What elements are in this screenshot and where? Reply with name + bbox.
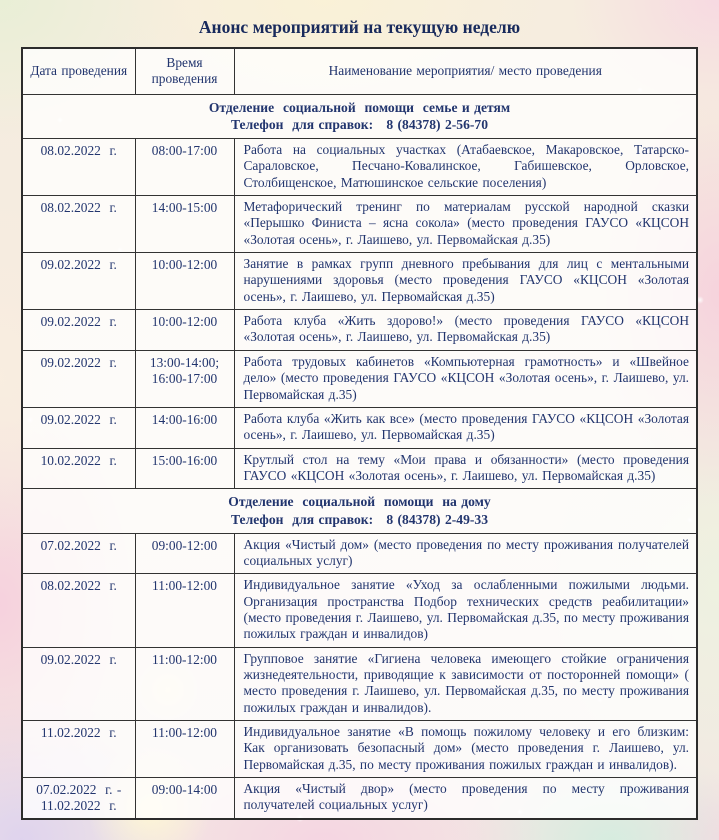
event-date-cell: 07.02.2022 г.: [22, 533, 135, 574]
event-description-cell: Занятие в рамках групп дневного пребывания для лиц с ментальными нарушениями здоровья (место проведения ГАУСО «КЦСОН «Золотая осень», г. Лаишево, ул. Первомайская д.35): [234, 253, 697, 310]
table-row: [22, 139, 697, 196]
event-time-cell: 10:00-12:00: [135, 310, 234, 351]
table-row: [22, 778, 697, 819]
table-row: [22, 310, 697, 351]
event-time-cell: 13:00-14:00; 16:00-17:00: [135, 350, 234, 407]
event-description-cell: Акция «Чистый дом» (место проведения по месту проживания получателей социальных услуг): [234, 533, 697, 574]
event-date-cell: 09.02.2022 г.: [22, 350, 135, 407]
table-row: [22, 721, 697, 778]
event-date-cell: 07.02.2022 г. - 11.02.2022 г.: [22, 778, 135, 819]
section-header: [22, 489, 697, 533]
table-row: [22, 647, 697, 720]
event-date-cell: 09.02.2022 г.: [22, 310, 135, 351]
section-phone: Телефон для справок: 8 (84378) 2-49-33: [231, 511, 488, 527]
table-row: [22, 448, 697, 489]
col-header-event: Наименование мероприятия/ место проведения: [234, 48, 697, 94]
event-date-cell: 11.02.2022 г.: [22, 721, 135, 778]
event-time-cell: 15:00-16:00: [135, 448, 234, 489]
event-description-cell: Групповое занятие «Гигиена человека имеющего стойкие ограничения жизнедеятельности, приводящие к зависимости от посторонней помощи» ( место проведения г. Лаишево, ул. Первомайская д.35, по месту проживания пожилых граждан и инвалидов).: [234, 647, 697, 720]
table-row: [22, 407, 697, 448]
event-date-cell: 08.02.2022 г.: [22, 139, 135, 196]
event-time-cell: 14:00-15:00: [135, 196, 234, 253]
event-time-cell: 10:00-12:00: [135, 253, 234, 310]
table-row: [22, 350, 697, 407]
announcement-page: [0, 17, 719, 820]
table-row: [22, 196, 697, 253]
section-row: [22, 94, 697, 138]
event-date-cell: 08.02.2022 г.: [22, 196, 135, 253]
event-time-cell: 11:00-12:00: [135, 574, 234, 647]
section-phone: Телефон для справок: 8 (84378) 2-56-70: [231, 117, 488, 133]
event-description-cell: Индивидуальное занятие «Уход за ослабленными пожилыми людьми. Организация пространства Подбор технических средств реабилитации» (место проведения г. Лаишево, ул. Первомайская д.35, по месту проживания пожилых граждан и инвалидов): [234, 574, 697, 647]
event-description-cell: Акция «Чистый двор» (место проведения по месту проживания получателей социальных услуг): [234, 778, 697, 819]
event-description-cell: Индивидуальное занятие «В помощь пожилому человеку и его близким: Как организовать безопасный дом» (место проведения г. Лаишево, ул. Первомайская д.35, по месту проживания пожилых граждан и инвалидов).: [234, 721, 697, 778]
event-time-cell: 11:00-12:00: [135, 721, 234, 778]
event-description-cell: Работа клуба «Жить как все» (место проведения ГАУСО «КЦСОН «Золотая осень», г. Лаишево, ул. Первомайская д.35): [234, 407, 697, 448]
event-date-cell: 08.02.2022 г.: [22, 574, 135, 647]
event-date-cell: 10.02.2022 г.: [22, 448, 135, 489]
table-row: [22, 253, 697, 310]
event-description-cell: Работа клуба «Жить здорово!» (место проведения ГАУСО «КЦСОН «Золотая осень», г. Лаишево, ул. Первомайская д.35): [234, 310, 697, 351]
event-description-cell: Крутлый стол на тему «Мои права и обязанности» (место проведения ГАУСО «КЦСОН «Золотая осень», г. Лаишево, ул. Первомайская д.35): [234, 448, 697, 489]
event-time-cell: 08:00-17:00: [135, 139, 234, 196]
event-time-cell: 11:00-12:00: [135, 647, 234, 720]
header-row: [22, 48, 697, 94]
event-date-cell: 09.02.2022 г.: [22, 253, 135, 310]
event-description-cell: Работа на социальных участках (Атабаевское, Макаровское, Татарско-Сараловское, Песчано-Ковалинское, Габишевское, Орловское, Столбищенское, Матюшинское сельские поселения): [234, 139, 697, 196]
section-title: Отделение социальной помощи на дому: [228, 494, 491, 510]
event-description-cell: Работа трудовых кабинетов «Компьютерная грамотность» и «Швейное дело» (место проведения ГАУСО «КЦСОН «Золотая осень», г. Лаишево, ул. Первомайская д.35): [234, 350, 697, 407]
event-time-cell: 14:00-16:00: [135, 407, 234, 448]
table-row: [22, 574, 697, 647]
event-description-cell: Метафорический тренинг по материалам русской народной сказки «Перышко Финиста – ясна сокола» (место проведения ГАУСО «КЦСОН «Золотая осень», г. Лаишево, ул. Первомайская д.35): [234, 196, 697, 253]
table-row: [22, 533, 697, 574]
event-date-cell: 09.02.2022 г.: [22, 407, 135, 448]
event-date-cell: 09.02.2022 г.: [22, 647, 135, 720]
event-time-cell: 09:00-14:00: [135, 778, 234, 819]
section-row: [22, 489, 697, 533]
col-header-date: Дата проведения: [22, 48, 135, 94]
page-title: Анонс мероприятий на текущую неделю: [198, 17, 521, 37]
events-table: [21, 47, 698, 820]
event-time-cell: 09:00-12:00: [135, 533, 234, 574]
col-header-time: Время проведения: [135, 48, 234, 94]
section-header: [22, 94, 697, 138]
section-title: Отделение социальной помощи семье и детям: [208, 99, 511, 115]
